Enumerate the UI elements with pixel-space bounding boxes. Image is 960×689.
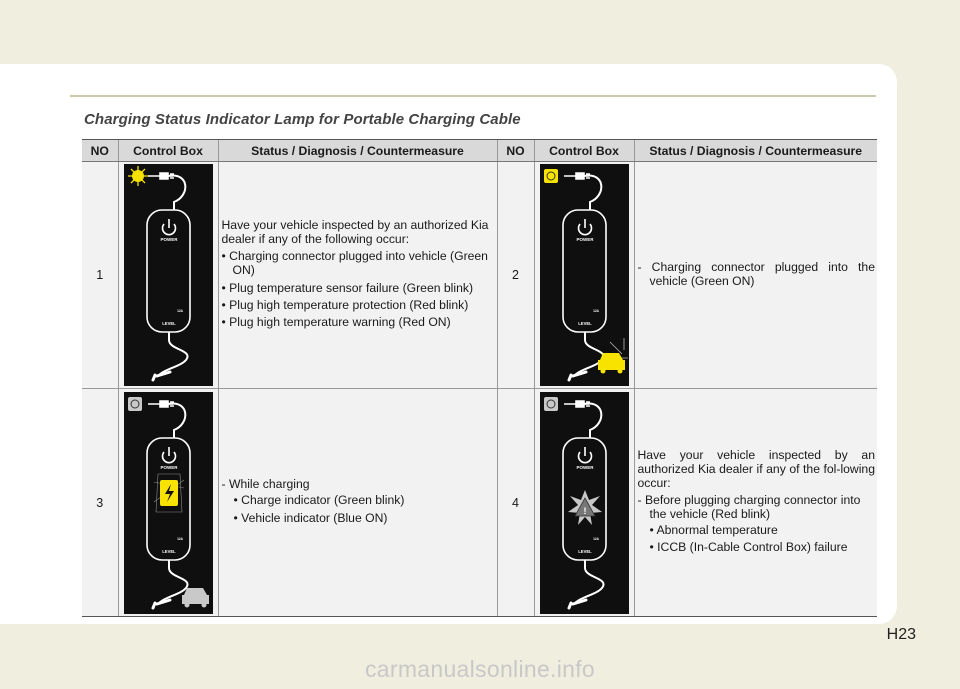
amp-label: 12A: [592, 536, 599, 541]
svg-text:!: !: [583, 505, 586, 516]
row-2-text: - Charging connector plugged into the vehicle (Green ON): [637, 259, 875, 288]
power-label: POWER: [575, 464, 594, 470]
list-item: • Plug high temperature warning (Red ON): [221, 314, 451, 329]
row-1-intro: Have your vehicle inspected by an authorized Kia dealer if any of the following occur:: [221, 218, 489, 247]
list-item: • Charge indicator (Green blink): [233, 493, 405, 508]
control-box-image: [540, 164, 629, 386]
row-1-list: [222, 249, 495, 329]
plug-lamp-icon: [544, 397, 558, 411]
list-item: • Abnormal temperature: [649, 523, 778, 538]
section-title: Charging Status Indicator Lamp for Portable Charging Cable: [84, 111, 521, 128]
top-rule: [70, 95, 876, 97]
row-number: 3: [82, 389, 118, 617]
level-label: LEVEL: [577, 321, 592, 326]
row-number: 2: [497, 162, 534, 389]
list-item: • ICCB (In-Cable Control Box) failure: [649, 540, 848, 555]
list-item: • Plug temperature sensor failure (Green blink): [221, 280, 474, 295]
header-no-2: NO: [497, 140, 534, 162]
indicator-table: [82, 139, 877, 617]
page-number: H23: [886, 626, 916, 643]
row-4-line: - Before plugging charging connector into the vehicle (Red blink): [637, 492, 861, 522]
list-item: • Plug high temperature protection (Red blink): [221, 297, 469, 312]
power-label: POWER: [159, 464, 178, 470]
list-item: • Vehicle indicator (Blue ON): [233, 510, 388, 525]
row-3-line: - While charging: [221, 477, 310, 492]
plug-lamp-icon: [128, 397, 142, 411]
control-box-image: [124, 164, 213, 386]
control-box-image: [124, 392, 213, 614]
power-label: POWER: [575, 237, 594, 242]
header-control-box: Control Box: [118, 140, 218, 162]
control-box-image: [540, 392, 629, 614]
amp-label: 12A: [592, 309, 599, 313]
header-status: Status / Diagnosis / Countermeasure: [218, 140, 497, 162]
header-row: [82, 140, 877, 162]
row-number: 1: [82, 162, 118, 389]
amp-label: 12A: [176, 309, 183, 313]
level-label: LEVEL: [161, 321, 176, 326]
table-row: [82, 162, 877, 389]
amp-label: 12A: [176, 536, 183, 541]
power-label: POWER: [159, 237, 178, 242]
row-4-intro: Have your vehicle inspected by an authorized Kia dealer if any of the fol-lowing occur:: [637, 447, 875, 490]
plug-lamp-icon: [544, 169, 558, 183]
watermark: carmanualsonline.info: [364, 656, 596, 682]
table-row: [82, 389, 877, 617]
list-item: • Charging connector plugged into vehicle (Green ON): [221, 249, 488, 278]
header-status-2: Status / Diagnosis / Countermeasure: [634, 140, 877, 162]
header-control-box-2: Control Box: [534, 140, 634, 162]
level-label: LEVEL: [577, 548, 592, 554]
header-no: NO: [82, 140, 118, 162]
level-label: LEVEL: [161, 548, 176, 554]
sun-lamp-icon: [128, 166, 148, 186]
row-number: 4: [497, 389, 534, 617]
